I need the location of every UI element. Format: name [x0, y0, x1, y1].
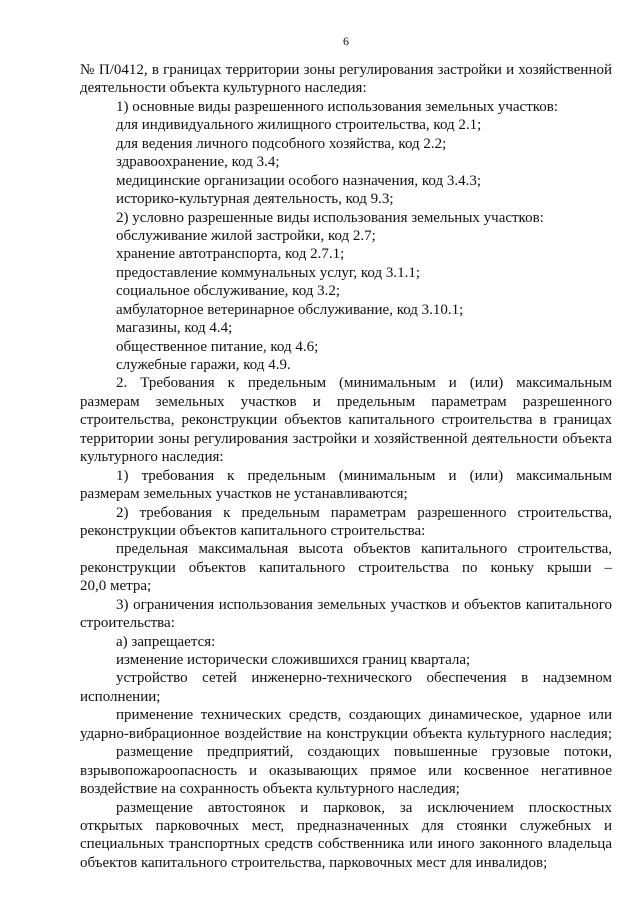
text-line: изменение исторически сложившихся границ квартала;	[116, 652, 471, 668]
text-line: размерам земельных участков и предельным параметрам разрешенного	[80, 393, 612, 410]
text-line: размещение предприятий, создающих повышенные грузовые потоки,	[116, 744, 612, 761]
text-line: 2) требования к предельным параметрам разрешенного строительства,	[116, 504, 612, 521]
text-line: реконструкции объектов капитального строительства по коньку крыши –	[80, 559, 612, 576]
text-line: 2. Требования к предельным (минимальным и (или) максимальным	[116, 375, 612, 392]
text-line: историко-культурная деятельность, код 9.3;	[116, 191, 394, 208]
text-line: 1) требования к предельным (минимальным и (или) максимальным	[116, 467, 612, 484]
text-line: амбулаторное ветеринарное обслуживание, код 3.10.1;	[116, 301, 464, 318]
text-line: медицинские организации особого назначения, код 3.4.3;	[116, 172, 482, 189]
text-line: реконструкции объектов капитального строительства:	[80, 522, 426, 539]
text-line: здравоохранение, код 3.4;	[116, 154, 280, 171]
text-line: воздействие на сохранность объекта культурного наследия;	[80, 781, 460, 798]
text-line: объектов капитального строительства, парковочных мест для инвалидов;	[80, 854, 548, 871]
text-line: размещение автостоянок и парковок, за исключением плоскостных	[116, 799, 612, 816]
text-line: предоставление коммунальных услуг, код 3.1.1;	[116, 264, 421, 281]
text-line: предельная максимальная высота объектов капитального строительства,	[116, 541, 612, 558]
text-line: исполнении;	[80, 688, 161, 705]
page-number: 6	[343, 34, 349, 48]
text-line: строительства, реконструкции объектов капитального строительства в границах	[80, 412, 612, 429]
text-line: деятельности объекта культурного наследия:	[80, 80, 367, 97]
text-line: обслуживание жилой застройки, код 2.7;	[116, 227, 376, 244]
text-line: 20,0 метра;	[80, 578, 152, 595]
text-line: взрывопожароопасность и оказывающих прямое или косвенное негативное	[80, 762, 612, 779]
text-line: 2) условно разрешенные виды использования земельных участков:	[116, 209, 544, 226]
text-line: для индивидуального жилищного строительства, код 2.1;	[116, 117, 482, 134]
text-line: хранение автотранспорта, код 2.7.1;	[116, 246, 345, 263]
text-line: 1) основные виды разрешенного использования земельных участков:	[116, 98, 559, 115]
text-line: культурного наследия:	[80, 449, 224, 466]
text-line: специальных транспортных средств собственника или иного законного владельца	[80, 836, 612, 853]
text-line: социальное обслуживание, код 3.2;	[116, 283, 341, 300]
text-line: территории зоны регулирования застройки и хозяйственной деятельности объекта	[80, 430, 612, 447]
text-line: строительства:	[80, 615, 175, 632]
text-line: общественное питание, код 4.6;	[116, 338, 319, 355]
text-line: магазины, код 4.4;	[116, 320, 233, 337]
text-line: № П/0412, в границах территории зоны регулирования застройки и хозяйственной	[80, 62, 612, 78]
text-line: а) запрещается:	[116, 633, 216, 650]
text-line: 3) ограничения использования земельных участков и объектов капитального	[116, 596, 612, 613]
text-line: ударно-вибрационное воздействие на конструкции объекта культурного наследия;	[80, 725, 612, 742]
text-line: применение технических средств, создающих динамическое, ударное или	[116, 707, 612, 724]
document-body	[80, 61, 612, 872]
text-line: открытых парковочных мест, предназначенных для стоянки служебных и	[80, 817, 612, 834]
text-line: служебные гаражи, код 4.9.	[116, 357, 291, 373]
text-line: для ведения личного подсобного хозяйства, код 2.2;	[116, 135, 447, 152]
text-line: устройство сетей инженерно-технического обеспечения в надземном	[116, 670, 612, 687]
text-line: размерам земельных участков не устанавливаются;	[80, 486, 408, 503]
